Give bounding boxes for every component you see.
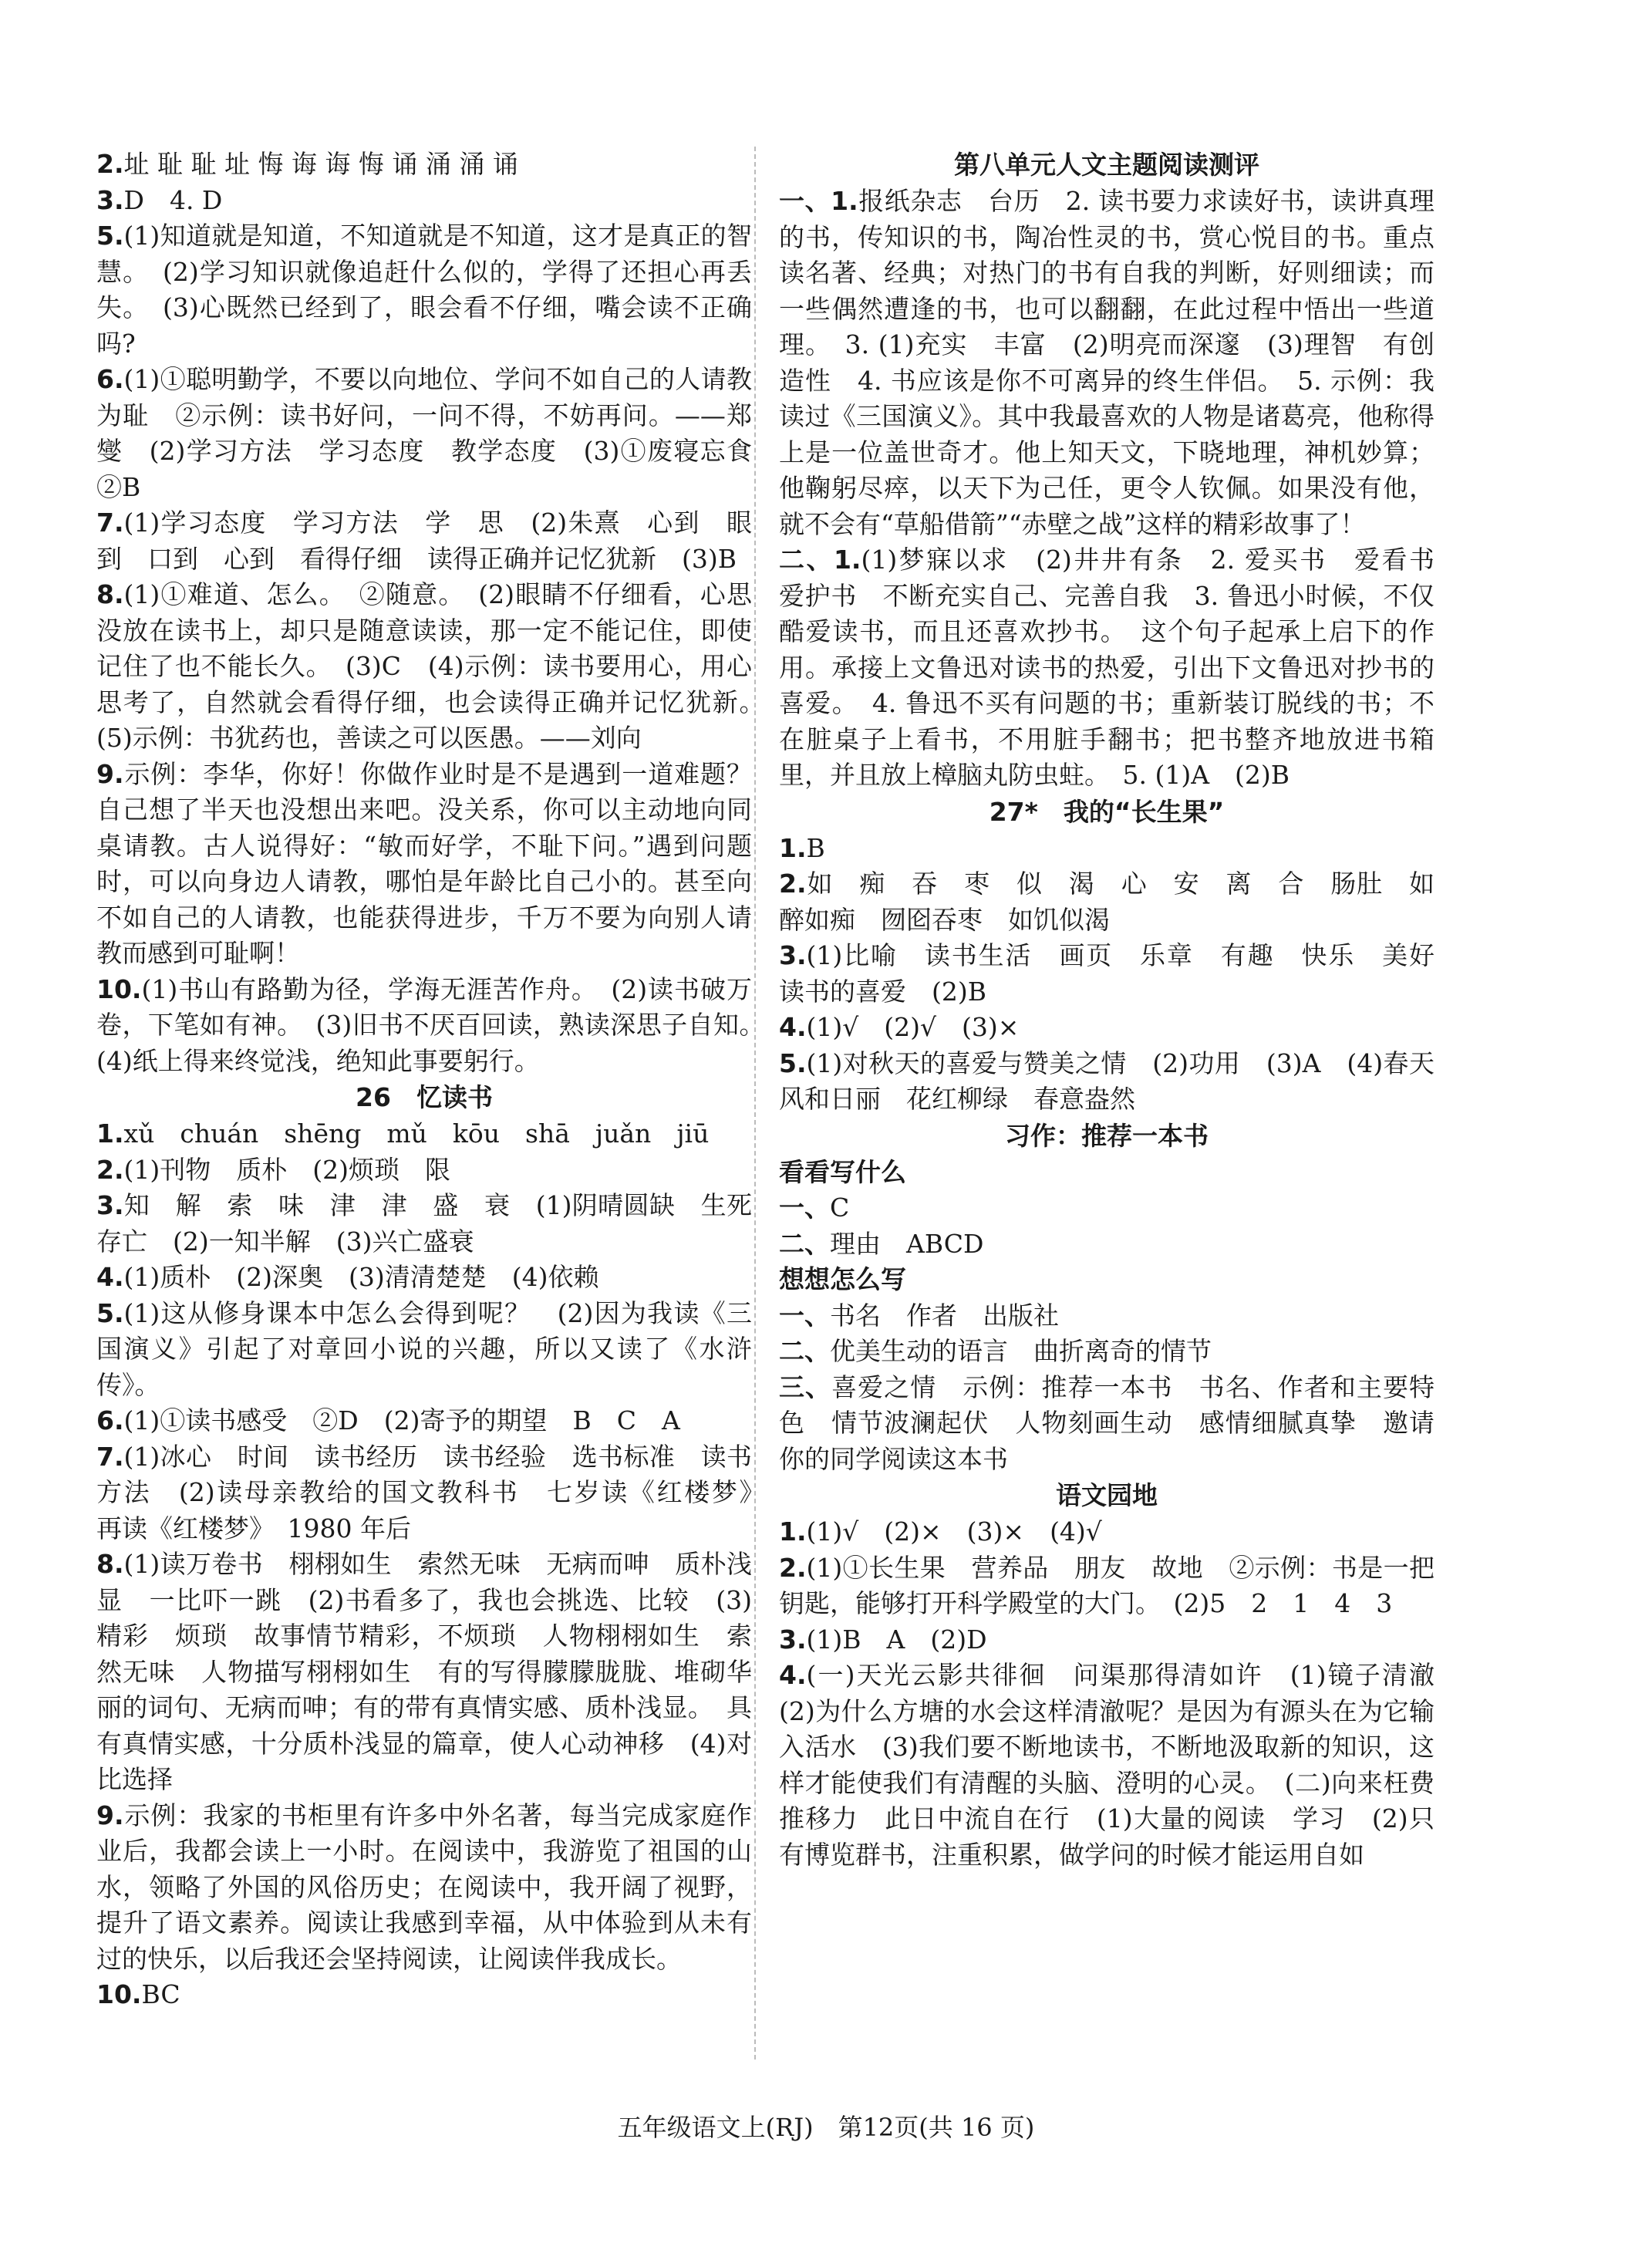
answer-number: 一、1. <box>779 186 858 216</box>
answer-item <box>779 1190 1435 1226</box>
answer-number: 3. <box>779 940 807 970</box>
subsection-title-how: 想想怎么写 <box>779 1264 906 1294</box>
answer-text: C <box>830 1193 850 1223</box>
answer-text: 示例：我家的书柜里有许多中外名著，每当完成家庭作业后，我都会读上一小时。在阅读中，我游览了祖国的山水，领略了外国的风俗历史；在阅读中，我开阔了视野，提升了语文素养。阅读让我感到幸福，从中体验到从未有过的快乐，以后我还会坚持阅读，让阅读伴我成长。 <box>96 1800 752 1974</box>
answer-number: 8. <box>96 579 124 609</box>
answer-number: 2. <box>779 869 807 899</box>
answer-item <box>779 831 1435 867</box>
answer-number: 10. <box>96 1979 142 2009</box>
answer-text: (1)B A (2)D <box>806 1624 987 1655</box>
answer-text: (1)书山有路勤为径，学海无涯苦作舟。 (2)读书破万卷，下笔如有神。 (3)旧书不厌百回读，熟读深思子自知。 (4)纸上得来终觉浅，绝知此事要躬行。 <box>96 973 777 1076</box>
answer-text: 如 痴 吞 枣 似 渴 心 安 离 合 肠肚 如醉如痴 囫囵吞枣 如饥似渴 <box>779 869 1435 935</box>
answer-text: (1)对秋天的喜爱与赞美之情 (2)功用 (3)A (4)春天 风和日丽 花红柳绿 春意盎然 <box>779 1047 1460 1114</box>
answer-number: 3. <box>96 184 124 215</box>
answer-item <box>779 1010 1435 1046</box>
answer-text: (1)①难道、怎么。 ②随意。 (2)眼睛不仔细看，心思没放在读书上，却只是随意读读，那一定不能记住，即使记住了也不能长久。 (3)C (4)示例：读书要用心，用心思考了，自然就会看得仔细，也会读得正确并记忆犹新。 (5)示例：书犹药也，善读之可以医愚。——刘向 <box>96 579 777 753</box>
answer-list-garden <box>779 1514 1460 1873</box>
answer-list-how <box>779 1298 1435 1478</box>
answer-number: 7. <box>96 508 124 538</box>
answer-item <box>96 1116 752 1152</box>
section-title-unit8: 第八单元人文主题阅读测评 <box>954 150 1259 180</box>
answer-item <box>96 1977 752 2013</box>
answer-number: 2. <box>779 1552 807 1583</box>
answer-item <box>779 1334 1435 1370</box>
answer-text: (1)梦寐以求 (2)井井有条 2. 爱买书 爱看书 爱护书 不断充实自己、完善自我 3. 鲁迅小时候，不仅酷爱读书，而且还喜欢抄书。 这个句子起承上启下的作用。承接上文鲁迅对读书的热爱，引出下文鲁迅对抄书的喜爱。 4. 鲁迅不买有问题的书；重新装订脱线的书；不在脏桌子上看书，不用脏手翻书；把书整齐地放进书箱里，并且放上樟脑丸防虫蛀。 5. (1)A (2)B <box>779 545 1460 790</box>
answer-text: 报纸杂志 台历 2. 读书要力求读好书，读讲真理的书，传知识的书，陶冶性灵的书，赏心悦目的书。重点读名著、经典；对热门的书有自我的判断，好则细读；而一些偶然遭逢的书，也可以翻翻，在此过程中悟出一些道理。 3. (1)充实 丰富 (2)明亮而深邃 (3)理智 有创造性 4. 书应该是你不可离异的终生伴侣。 5. 示例：我读过《三国演义》。其中我最喜欢的人物是诸葛亮，他称得上是一位盖世奇才。他上知天文，下晓地理，神机妙算；他鞠躬尽瘁，以天下为己任，更令人钦佩。如果没有他，就不会有“草船借箭”“赤壁之战”这样的精彩故事了！ <box>779 186 1435 539</box>
answer-list-unit8 <box>779 184 1460 794</box>
answer-item <box>779 1226 1435 1263</box>
answer-item <box>779 542 1460 794</box>
answer-item <box>779 1370 1435 1478</box>
answer-item <box>779 938 1460 1010</box>
answer-text: (1)√ (2)√ (3)× <box>806 1012 1020 1042</box>
answer-text: (1)√ (2)× (3)× (4)√ <box>806 1516 1102 1547</box>
answer-number: 1. <box>779 832 807 863</box>
answer-number: 二、 <box>779 1228 830 1259</box>
answer-item <box>96 972 777 1080</box>
answer-number: 二、 <box>779 1336 830 1366</box>
answer-item <box>96 1188 752 1260</box>
answer-text: (1)知道就是知道，不知道就是不知道，这才是真正的智慧。 (2)学习知识就像追赶什么似的，学得了还担心再丢失。 (3)心既然已经到了，眼会看不仔细，嘴会读不正确吗? <box>96 221 752 359</box>
answer-number: 一、 <box>779 1193 830 1223</box>
answer-number: 三、 <box>779 1371 832 1402</box>
answer-number: 6. <box>96 1405 124 1435</box>
answer-item <box>96 1260 752 1296</box>
answer-item <box>96 577 777 757</box>
answer-text: BC <box>141 1979 180 2009</box>
answer-text: (1)刊物 质朴 (2)烦琐 限 <box>123 1154 450 1185</box>
answer-item <box>779 866 1435 938</box>
answer-item <box>779 184 1435 542</box>
answer-item <box>96 1403 752 1439</box>
answer-text: 知 解 索 味 津 津 盛 衰 (1)阴晴圆缺 生死存亡 (2)一知半解 (3)兴亡盛衰 <box>96 1190 752 1257</box>
answer-item <box>96 1296 752 1404</box>
answer-number: 3. <box>779 1624 807 1655</box>
answer-number: 4. <box>779 1012 807 1042</box>
section-title-27: 27* 我的“长生果” <box>989 796 1225 827</box>
answer-text: (1)①聪明勤学，不要以向地位、学问不如自己的人请教为耻 ②示例：读书好问，一问不得，不妨再问。——郑燮 (2)学习方法 学习态度 教学态度 (3)①废寝忘食 ②B <box>96 364 777 502</box>
answer-text: (1)①读书感受 ②D (2)寄予的期望 B C A <box>123 1405 680 1435</box>
answer-text: (1)①长生果 营养品 朋友 故地 ②示例：书是一把钥匙，能够打开科学殿堂的大门。 (2)5 2 1 4 3 <box>779 1552 1435 1618</box>
answer-text: 优美生动的语言 曲折离奇的情节 <box>830 1336 1212 1366</box>
answer-number: 5. <box>96 221 124 251</box>
answer-text: (1)质朴 (2)深奥 (3)清清楚楚 (4)依赖 <box>123 1262 599 1292</box>
answer-text: 喜爱之情 示例：推荐一本书 书名、作者和主要特色 情节波澜起伏 人物刻画生动 感情细腻真挚 邀请你的同学阅读这本书 <box>779 1371 1435 1474</box>
answer-number: 7. <box>96 1441 124 1472</box>
answer-number: 二、1. <box>779 545 861 575</box>
answer-text: (1)读万卷书 栩栩如生 索然无味 无病而呻 质朴浅显 一比吓一跳 (2)书看多了，我也会挑选、比较 (3)精彩 烦琐 故事情节精彩，不烦琐 人物栩栩如生 索然无味 人物描写栩栩如生 有的写得朦朦胧胧、堆砌华丽的词句、无病而呻；有的带有真情实感、质朴浅显。 具有真情实感，十分质朴浅显的篇章，使人心动神移 (4)对比选择 <box>96 1549 752 1794</box>
left-column <box>96 147 777 2013</box>
answer-item <box>96 1152 752 1189</box>
answer-item <box>96 1547 752 1798</box>
answer-item <box>96 362 777 505</box>
answer-text: (1)比喻 读书生活 画页 乐章 有趣 快乐 美好 读书的喜爱 (2)B <box>779 940 1460 1007</box>
answer-item <box>779 1514 1435 1550</box>
answer-item <box>96 1439 777 1547</box>
answer-number: 9. <box>96 758 124 789</box>
answer-text: 址 耻 耻 址 悔 诲 诲 悔 诵 涌 涌 诵 <box>123 149 518 179</box>
answer-text: D 4. D <box>123 184 223 215</box>
answer-number: 8. <box>96 1549 124 1579</box>
answer-text: (1)冰心 时间 读书经历 读书经验 选书标准 读书方法 (2)读母亲教给的国文教科书 七岁读《红楼梦》 再读《红楼梦》 1980 年后 <box>96 1441 777 1543</box>
answer-number: 一、 <box>779 1300 830 1331</box>
answer-list-what <box>779 1190 1435 1262</box>
answer-item <box>96 183 752 219</box>
answer-item <box>779 1298 1435 1334</box>
answer-list-26 <box>96 1116 777 2013</box>
answer-text: (1)这从修身课本中怎么会得到呢？ (2)因为我读《三国演义》引起了对章回小说的兴趣，所以又读了《水浒传》。 <box>96 1297 752 1400</box>
section-title-writing: 习作：推荐一本书 <box>1005 1120 1209 1151</box>
answer-item <box>779 1046 1460 1118</box>
answer-list-left <box>96 147 777 1079</box>
answer-number: 5. <box>96 1297 124 1328</box>
answer-text: 示例：李华，你好！你做作业时是不是遇到一道难题？自己想了半天也没想出来吧。没关系，你可以主动地向同桌请教。古人说得好：“敏而好学，不耻下问。”遇到问题时，可以向身边人请教，哪怕是年龄比自己小的。甚至向不如自己的人请教，也能获得进步，千万不要为向别人请教而感到可耻啊！ <box>96 758 752 968</box>
answer-list-27 <box>779 831 1460 1118</box>
answer-text: xǔ chuán shēng mǔ kōu shā juǎn jiū <box>123 1118 710 1149</box>
section-title-garden: 语文园地 <box>1056 1480 1158 1510</box>
answer-number: 5. <box>779 1047 807 1078</box>
answer-text: (1)学习态度 学习方法 学 思 (2)朱熹 心到 眼到 口到 心到 看得仔细 读得正确并记忆犹新 (3)B <box>96 508 752 574</box>
answer-number: 6. <box>96 364 124 394</box>
answer-item <box>779 1622 1435 1658</box>
answer-item <box>779 1658 1460 1873</box>
answer-text: (一)天光云影共徘徊 问渠那得清如许 (1)镜子清澈 (2)为什么方塘的水会这样清澈呢？是因为有源头在为它输入活水 (3)我们要不断地读书，不断地汲取新的知识，这样才能使我们有清醒的头脑、澄明的心灵。 (二)向来枉费推移力 此日中流自在行 (1)大量的阅读 学习 (2)只有博览群书，注重积累，做学问的时候才能运用自如 <box>779 1660 1460 1870</box>
answer-number: 4. <box>779 1660 807 1690</box>
answer-item <box>96 218 752 362</box>
answer-number: 3. <box>96 1190 124 1220</box>
answer-number: 1. <box>96 1118 124 1149</box>
answer-item <box>96 1798 752 1978</box>
right-column <box>779 147 1460 1873</box>
page-footer: 五年级语文上(RJ) 第12页(共 16 页) <box>617 2113 1035 2142</box>
answer-text: 理由 ABCD <box>830 1228 984 1259</box>
answer-item <box>96 505 752 577</box>
answer-item <box>96 147 752 183</box>
answer-number: 10. <box>96 973 142 1004</box>
answer-number: 2. <box>96 149 124 179</box>
answer-text: B <box>806 832 825 863</box>
answer-number: 9. <box>96 1800 124 1830</box>
section-title-26: 26 忆读书 <box>356 1082 493 1112</box>
answer-number: 2. <box>96 1154 124 1185</box>
answer-item <box>779 1550 1435 1622</box>
answer-text: 书名 作者 出版社 <box>830 1300 1059 1331</box>
answer-number: 4. <box>96 1262 124 1292</box>
subsection-title-what: 看看写什么 <box>779 1156 906 1187</box>
answer-number: 1. <box>779 1516 807 1547</box>
answer-item <box>96 757 752 972</box>
column-divider <box>754 147 756 2060</box>
